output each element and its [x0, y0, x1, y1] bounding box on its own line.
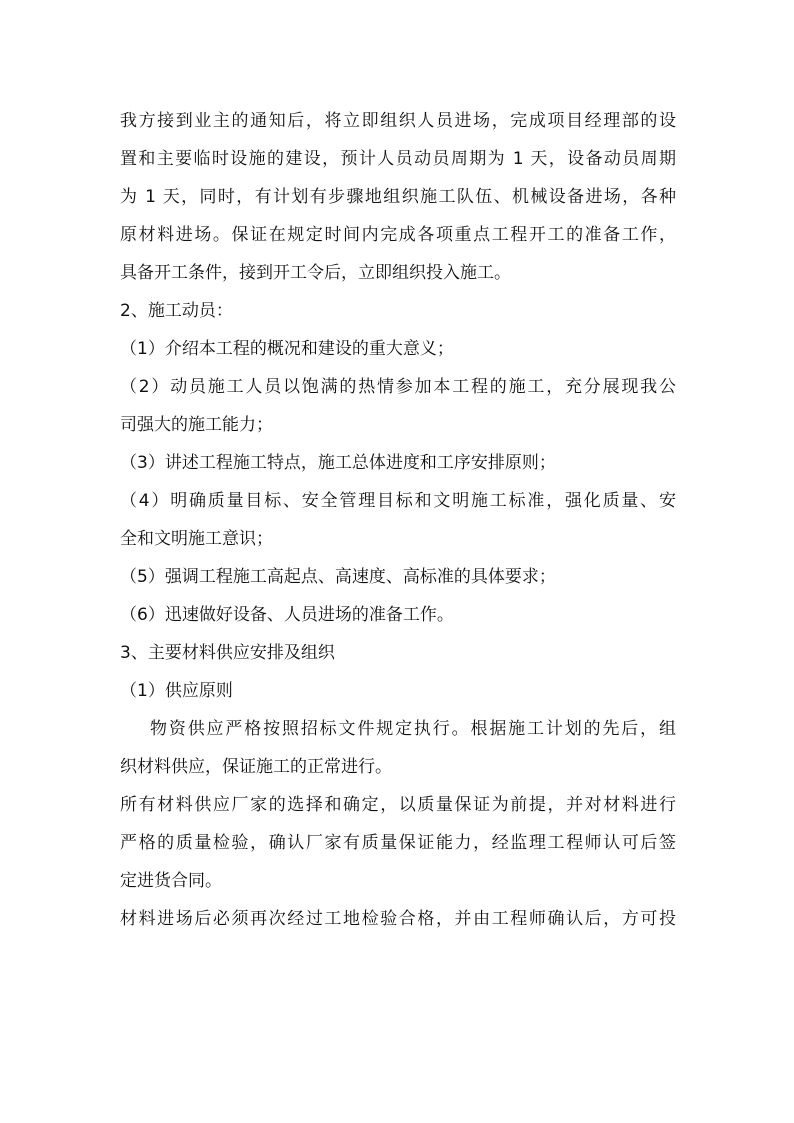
- paragraph-line: 材料进场后必须再次经过工地检验合格，并由工程师确认后，方可投: [120, 909, 676, 929]
- list-item: （6）迅速做好设备、人员进场的准备工作。: [120, 605, 454, 625]
- section-heading: 2、施工动员：: [120, 301, 233, 321]
- paragraph-line: 所有材料供应厂家的选择和确定，以质量保证为前提，并对材料进行: [120, 795, 676, 815]
- list-item: （5）强调工程施工高起点、高速度、高标准的具体要求；: [120, 567, 556, 587]
- paragraph-line: 严格的质量检验，确认厂家有质量保证能力，经监理工程师认可后签: [120, 833, 676, 853]
- paragraph-line: 具备开工条件，接到开工令后，立即组织投入施工。: [120, 263, 511, 283]
- paragraph-line: 织材料供应，保证施工的正常进行。: [120, 757, 392, 777]
- document-body: [120, 102, 676, 938]
- list-item: （2）动员施工人员以饱满的热情参加本工程的施工，充分展现我公: [120, 377, 676, 397]
- paragraph-line: 我方接到业主的通知后，将立即组织人员进场，完成项目经理部的设: [120, 111, 676, 131]
- paragraph-line: 为 1 天，同时，有计划有步骤地组织施工队伍、机械设备进场，各种: [120, 187, 676, 207]
- list-item: （4）明确质量目标、安全管理目标和文明施工标准，强化质量、安: [120, 491, 676, 511]
- list-item: （3）讲述工程施工特点，施工总体进度和工序安排原则；: [120, 453, 556, 473]
- subsection-heading: （1）供应原则: [120, 681, 233, 701]
- list-item-continuation: 全和文明施工意识；: [120, 529, 273, 549]
- section-heading: 3、主要材料供应安排及组织: [120, 643, 335, 663]
- list-item-continuation: 司强大的施工能力；: [120, 415, 273, 435]
- paragraph-line: 物资供应严格按照招标文件规定执行。根据施工计划的先后，组: [150, 719, 676, 739]
- list-item: （1）介绍本工程的概况和建设的重大意义；: [120, 339, 454, 359]
- paragraph-line: 原材料进场。保证在规定时间内完成各项重点工程开工的准备工作，: [120, 225, 676, 245]
- paragraph-line: 置和主要临时设施的建设，预计人员动员周期为 1 天，设备动员周期: [120, 149, 676, 169]
- paragraph-line: 定进货合同。: [120, 871, 222, 891]
